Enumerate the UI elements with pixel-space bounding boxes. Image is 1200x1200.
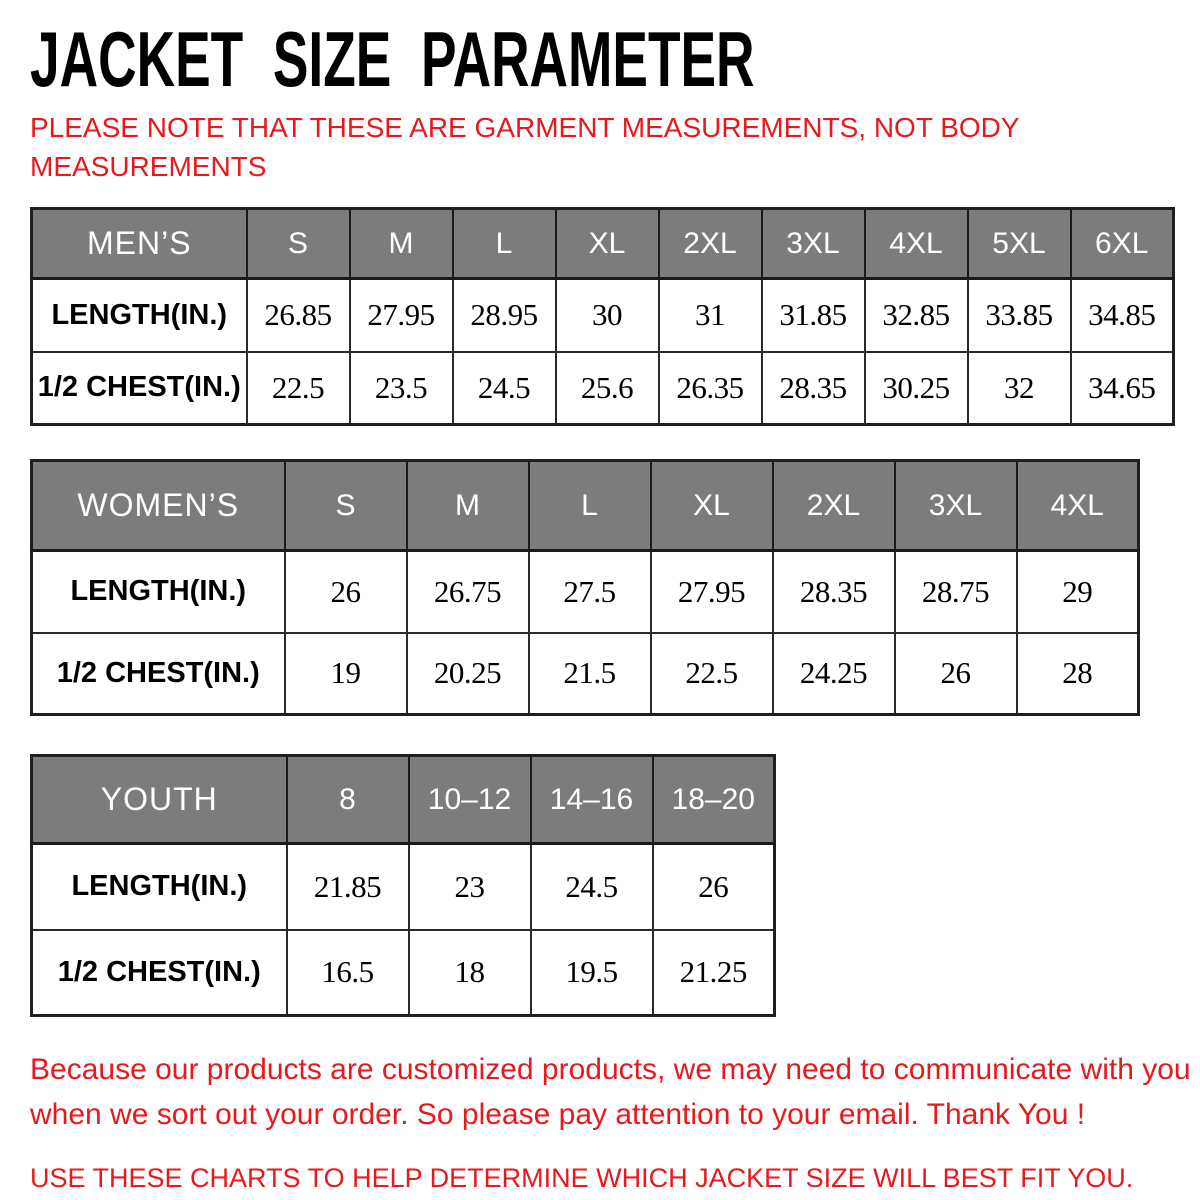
womens-size-header-cell: L	[529, 461, 651, 551]
customization-notice-line-2: when we sort out your order. So please pay attention to your email. Thank You !	[30, 1098, 1086, 1131]
mens-value-cell: 33.85	[968, 279, 1071, 352]
womens-value-cell: 26.75	[407, 551, 529, 633]
size-tables-area	[30, 207, 1200, 1017]
mens-size-header-cell: 2XL	[659, 209, 762, 279]
womens-value-cell: 29	[1017, 551, 1139, 633]
womens-row-label-cell: LENGTH(IN.)	[32, 551, 285, 633]
womens-size-table-wrapper	[30, 459, 1200, 716]
mens-value-cell: 32.85	[865, 279, 968, 352]
youth-size-table	[30, 754, 776, 1017]
womens-header-row	[32, 461, 1139, 551]
youth-header-row	[32, 756, 775, 844]
womens-size-header-cell: 3XL	[895, 461, 1017, 551]
chart-usage-hint: USE THESE CHARTS TO HELP DETERMINE WHICH JACKET SIZE WILL BEST FIT YOU.	[30, 1163, 1134, 1193]
mens-value-cell: 26.35	[659, 352, 762, 425]
youth-value-cell: 24.5	[531, 844, 653, 930]
youth-row-label-cell: 1/2 CHEST(IN.)	[32, 930, 287, 1016]
mens-measurement-row	[32, 352, 1174, 425]
youth-measurement-row	[32, 844, 775, 930]
youth-value-cell: 21.25	[653, 930, 775, 1016]
womens-size-table	[30, 459, 1140, 716]
womens-row-label-cell: 1/2 CHEST(IN.)	[32, 633, 285, 715]
youth-size-header-cell: 14–16	[531, 756, 653, 844]
youth-measurement-row	[32, 930, 775, 1016]
womens-value-cell: 21.5	[529, 633, 651, 715]
womens-value-cell: 26	[895, 633, 1017, 715]
youth-size-table-wrapper	[30, 754, 1200, 1017]
note-line-2: MEASUREMENTS	[30, 151, 267, 182]
youth-row-label-cell: LENGTH(IN.)	[32, 844, 287, 930]
womens-value-cell: 19	[285, 633, 407, 715]
customization-notice	[30, 1047, 1200, 1137]
mens-value-cell: 31	[659, 279, 762, 352]
youth-value-cell: 23	[409, 844, 531, 930]
mens-header-row	[32, 209, 1174, 279]
mens-value-cell: 32	[968, 352, 1071, 425]
mens-size-header-cell: XL	[556, 209, 659, 279]
womens-value-cell: 22.5	[651, 633, 773, 715]
mens-measurement-row	[32, 279, 1174, 352]
mens-value-cell: 25.6	[556, 352, 659, 425]
womens-size-header-cell: S	[285, 461, 407, 551]
youth-category-header-cell: YOUTH	[32, 756, 287, 844]
mens-value-cell: 24.5	[453, 352, 556, 425]
mens-size-header-cell: S	[247, 209, 350, 279]
mens-size-header-cell: 3XL	[762, 209, 865, 279]
womens-value-cell: 28	[1017, 633, 1139, 715]
womens-measurement-row	[32, 551, 1139, 633]
youth-value-cell: 18	[409, 930, 531, 1016]
mens-size-table-wrapper	[30, 207, 1200, 426]
mens-value-cell: 28.35	[762, 352, 865, 425]
youth-value-cell: 26	[653, 844, 775, 930]
youth-value-cell: 21.85	[287, 844, 409, 930]
womens-size-header-cell: 2XL	[773, 461, 895, 551]
mens-value-cell: 30	[556, 279, 659, 352]
garment-measurement-note	[30, 108, 1200, 186]
mens-size-header-cell: 5XL	[968, 209, 1071, 279]
mens-value-cell: 23.5	[350, 352, 453, 425]
womens-category-header-cell: WOMEN’S	[32, 461, 285, 551]
womens-value-cell: 24.25	[773, 633, 895, 715]
womens-value-cell: 20.25	[407, 633, 529, 715]
mens-row-label-cell: LENGTH(IN.)	[32, 279, 247, 352]
womens-size-header-cell: 4XL	[1017, 461, 1139, 551]
mens-value-cell: 34.85	[1071, 279, 1174, 352]
womens-value-cell: 27.95	[651, 551, 773, 633]
mens-value-cell: 26.85	[247, 279, 350, 352]
mens-category-header-cell: MEN’S	[32, 209, 247, 279]
youth-value-cell: 16.5	[287, 930, 409, 1016]
mens-value-cell: 31.85	[762, 279, 865, 352]
womens-size-header-cell: XL	[651, 461, 773, 551]
youth-size-header-cell: 8	[287, 756, 409, 844]
youth-size-header-cell: 10–12	[409, 756, 531, 844]
womens-value-cell: 26	[285, 551, 407, 633]
mens-value-cell: 28.95	[453, 279, 556, 352]
mens-row-label-cell: 1/2 CHEST(IN.)	[32, 352, 247, 425]
mens-size-header-cell: 4XL	[865, 209, 968, 279]
womens-value-cell: 27.5	[529, 551, 651, 633]
page-title: JACKET SIZE PARAMETER	[30, 16, 755, 104]
mens-size-header-cell: L	[453, 209, 556, 279]
mens-value-cell: 30.25	[865, 352, 968, 425]
mens-size-table	[30, 207, 1175, 426]
womens-value-cell: 28.75	[895, 551, 1017, 633]
youth-value-cell: 19.5	[531, 930, 653, 1016]
mens-value-cell: 27.95	[350, 279, 453, 352]
mens-value-cell: 34.65	[1071, 352, 1174, 425]
customization-notice-line-1: Because our products are customized products, we may need to communicate with you	[30, 1053, 1191, 1086]
note-line-1: PLEASE NOTE THAT THESE ARE GARMENT MEASUREMENTS, NOT BODY	[30, 112, 1020, 143]
mens-size-header-cell: M	[350, 209, 453, 279]
womens-size-header-cell: M	[407, 461, 529, 551]
mens-size-header-cell: 6XL	[1071, 209, 1174, 279]
mens-value-cell: 22.5	[247, 352, 350, 425]
womens-measurement-row	[32, 633, 1139, 715]
womens-value-cell: 28.35	[773, 551, 895, 633]
youth-size-header-cell: 18–20	[653, 756, 775, 844]
